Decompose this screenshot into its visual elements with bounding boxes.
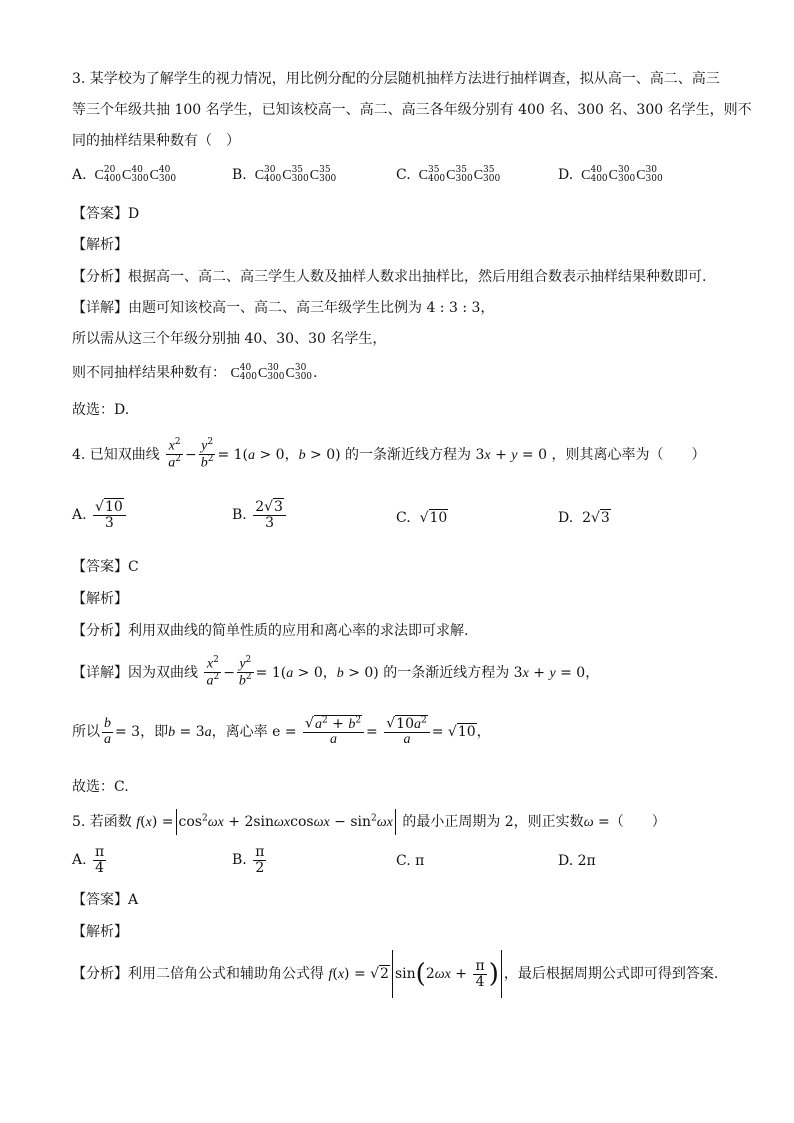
q3-jiexi: 【解析】 <box>72 237 128 253</box>
q4-jiexi: 【解析】 <box>72 591 128 607</box>
q5-stem: 5. 若函数 $f(x) = \cos^2\omega x + 2\sin\omega xcos\omega x - \sin^2\omega x$ 的最小正周期为 2，则正实数ω =（ ） <box>72 809 666 835</box>
q3-answer: 【答案】D <box>72 206 140 222</box>
q4-xiangjie: 【详解】因为双曲线 $\frac{x^2}{a^2}$ − $\frac{y^2}{b^2}$ = 1(a > 0，b > 0) 的一条渐近线方程为 3x + y = 0， <box>72 655 600 689</box>
q3-option-d: D. C 40 400 C 30 300 C 30 300 <box>558 165 663 184</box>
q3-line-b: 则不同抽样结果种数有： C 40 400 C 30 300 C 30 300 . <box>72 363 318 382</box>
q4-option-a: A. $\frac{√10}{3}$ <box>72 500 128 530</box>
q3-xiangjie: 【详解】由题可知该校高一、高二、高三年级学生比例为 4 : 3 : 3， <box>72 300 495 316</box>
q3-stem-line3: 同的抽样结果种数有（ ） <box>72 133 240 149</box>
q3-option-b: B. C 30 400 C 35 300 C 35 300 <box>232 165 337 184</box>
q3-option-c: C. C 35 400 C 35 300 C 35 300 <box>396 165 501 184</box>
q4-line-a: 所以 $\frac{b}{a}$ = 3，即b = 3a，离心率 e = $\frac{√a^2 + b^2}{a}$ = $\frac{√10a^2}{a}$ = √10， <box>72 715 491 748</box>
q3-stem-line2: 等三个年级共抽 100 名学生，已知该校高一、高二、高三各年级分别有 400 名、300 名、300 名学生，则不 <box>72 102 752 118</box>
q4-option-c: C. √10 <box>396 510 448 526</box>
q4-option-d: D. 2√3 <box>558 510 610 526</box>
q3-option-a: A. C 20 400 C 40 300 C 40 300 <box>72 165 177 184</box>
q4-guxuan: 故选：C. <box>72 779 129 795</box>
q3-line-a: 所以需从这三个年级分别抽 40、30、30 名学生， <box>72 331 387 347</box>
q5-option-c: C. π <box>396 853 425 869</box>
q3-stem-line1: 3. 某学校为了解学生的视力情况，用比例分配的分层随机抽样方法进行抽样调查，拟从高一、高二、高三 <box>72 71 720 87</box>
q4-answer: 【答案】C <box>72 559 139 575</box>
q5-option-b: B. $\frac{\pi}{2}$ <box>232 844 265 876</box>
q3-fenxi: 【分析】根据高一、高二、高三学生人数及抽样人数求出抽样比，然后用组合数表示抽样结果种数即可. <box>72 269 707 285</box>
q5-fenxi: 【分析】利用二倍角公式和辅助角公式得 f(x) = √2 sin(2ωx + $\frac{\pi}{4}$ ) ，最后根据周期公式即可得到答案. <box>72 950 718 998</box>
q5-option-a: A. $\frac{\pi}{4}$ <box>72 844 105 876</box>
q4-option-b: B. $\frac{2√3}{3}$ <box>232 500 288 530</box>
q5-answer: 【答案】A <box>72 892 139 908</box>
q5-jiexi: 【解析】 <box>72 924 128 940</box>
q5-option-d: D. 2π <box>558 853 596 869</box>
q3-guxuan: 故选：D. <box>72 402 130 418</box>
q4-stem: 4. 已知双曲线 $\frac{x^2}{a^2}$ − $\frac{y^2}{b^2}$ = 1(a > 0，b > 0) 的一条渐近线方程为 3x + y = 0 ，则其离心率为（ ） <box>72 437 706 471</box>
q4-fenxi: 【分析】利用双曲线的简单性质的应用和离心率的求法即可求解. <box>72 623 469 639</box>
